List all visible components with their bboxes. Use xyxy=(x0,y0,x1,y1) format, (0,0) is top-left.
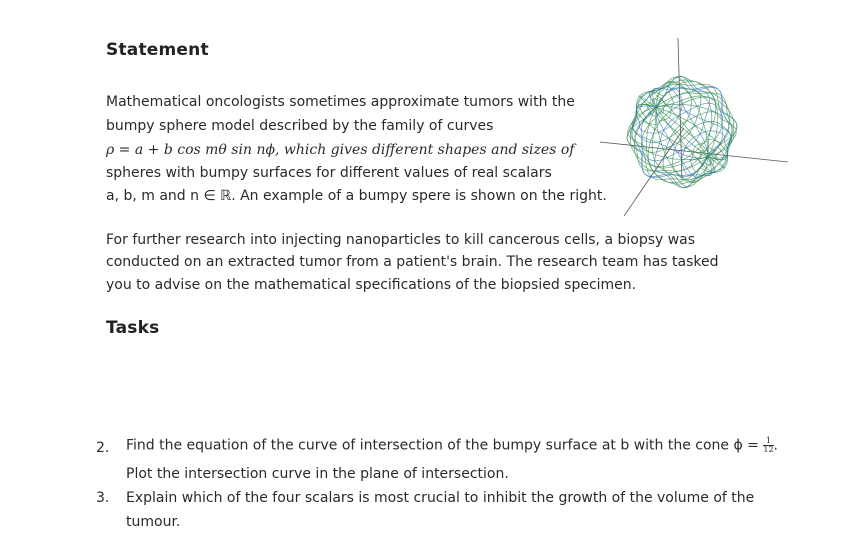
statement-line-5: a, b, m and n ∈ ℝ. An example of a bumpy spere is shown on the right. xyxy=(106,188,607,204)
task-3-line-2: tumour. xyxy=(126,514,181,530)
task-2-period: . xyxy=(773,437,778,454)
statement-line-3 xyxy=(106,139,574,161)
task-2-number: 2. xyxy=(96,440,110,456)
bumpy-sphere-icon xyxy=(560,30,800,220)
task-2-line-1 xyxy=(126,437,778,454)
tasks-heading: Tasks xyxy=(106,318,160,338)
task-2-fraction xyxy=(763,437,773,454)
fraction-denominator: 12 xyxy=(763,445,774,454)
statement-line-1: Mathematical oncologists sometimes approximate tumors with the xyxy=(106,94,575,110)
paragraph2-line-3: you to advise on the mathematical specifications of the biopsied specimen. xyxy=(106,277,637,293)
fraction-numerator: 1 xyxy=(763,437,773,446)
task-2-line-2: Plot the intersection curve in the plane of intersection. xyxy=(126,466,509,482)
task-3-line-1: Explain which of the four scalars is most crucial to inhibit the growth of the volume of the xyxy=(126,490,755,506)
statement-line-2: bumpy sphere model described by the family of curves xyxy=(106,118,494,134)
task-3-number: 3. xyxy=(96,490,110,506)
task-2-text: Find the equation of the curve of intersection of the bumpy surface at b with the cone ϕ = xyxy=(126,437,759,454)
statement-line-4: spheres with bumpy surfaces for different values of real scalars xyxy=(106,165,552,181)
paragraph2-line-1: For further research into injecting nanoparticles to kill cancerous cells, a biopsy was xyxy=(106,232,696,248)
paragraph2-line-2: conducted on an extracted tumor from a patient's brain. The research team has tasked xyxy=(106,254,719,270)
statement-heading: Statement xyxy=(106,40,209,60)
equation-text: ρ = a + b cos mθ sin nϕ, which gives different shapes and sizes of xyxy=(106,142,575,158)
